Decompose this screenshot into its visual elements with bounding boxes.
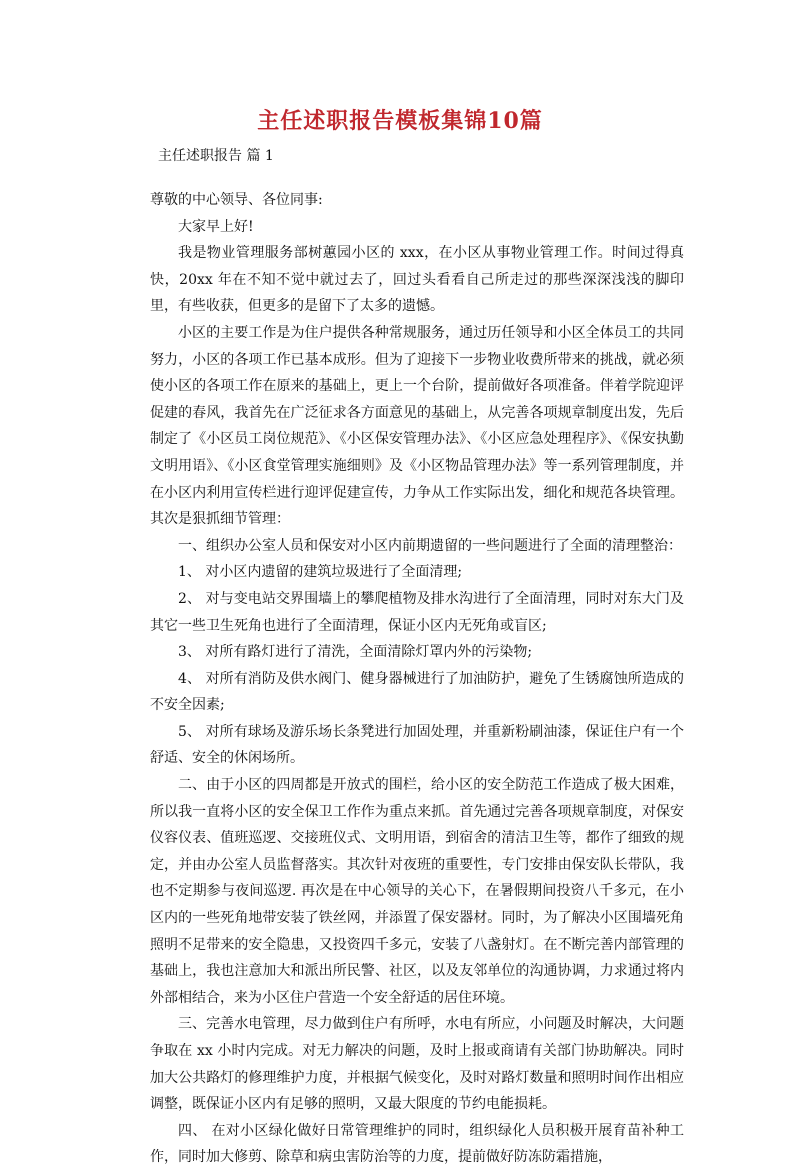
list-item: 5、 对所有球场及游乐场长条凳进行加固处理，并重新粉刷油漆，保证住户有一个舒适、安全的休闲场所。 (150, 723, 684, 767)
section-heading: 主任述职报告 篇 1 (158, 148, 274, 164)
greeting: 大家早上好! (178, 218, 254, 235)
paragraph: 小区的主要工作是为住户提供各种常规服务，通过历任领导和小区全体员工的共同努力，小区的各项工作已基本成形。但为了迎接下一步物业收费所带来的挑战，就必须使小区的各项工作在原来的基础上，更上一个台阶，提前做好各项准备。伴着学院迎评促建的春风，我首先在广泛征求各方面意见的基础上，从完善各项规章制度出发，先后制定了《小区员工岗位规范》、《小区保安管理办法》、《小区应急处理程序》、《保安执勤文明用语》、《小区食堂管理实施细则》及《小区物品管理办法》等一系列管理制度，并在小区内利用宣传栏进行迎评促建宣传，力争从工作实际出发，细化和规范各块管理。其次是狠抓细节管理： (150, 324, 684, 528)
list-item: 4、 对所有消防及供水阀门、健身器械进行了加油防护，避免了生锈腐蚀所造成的不安全因素; (150, 670, 684, 714)
paragraph: 我是物业管理服务部树蕙园小区的 xxx，在小区从事物业管理工作。时间过得真快，20xx 年在不知不觉中就过去了，回过头看看自己所走过的那些深深浅浅的脚印里，有些收获，但更多的是留下了太多的遗憾。 (150, 245, 684, 315)
list-item: 1、 对小区内遗留的建筑垃圾进行了全面清理; (178, 564, 463, 581)
list-item: 2、 对与变电站交界围墙上的攀爬植物及排水沟进行了全面清理，同时对东大门及其它一些卫生死角也进行了全面清理，保证小区内无死角或盲区; (150, 590, 684, 634)
document-body (150, 187, 684, 1171)
document-title: 主任述职报告模板集锦10篇 (257, 108, 543, 134)
salutation: 尊敬的中心领导、各位同事: (150, 192, 323, 208)
paragraph: 二、由于小区的四周都是开放式的围栏，给小区的安全防范工作造成了极大困难，所以我一直将小区的安全保卫工作作为重点来抓。首先通过完善各项规章制度，对保安仪容仪表、值班巡逻、交接班仪式、文明用语，到宿舍的清洁卫生等，都作了细致的规定，并由办公室人员监督落实。其次针对夜班的重要性，专门安排由保安队长带队，我也不定期参与夜间巡逻. 再次是在中心领导的关心下，在暑假期间投资八千多元，在小区内的一些死角地带安装了铁丝网，并添置了保安器材。同时，为了解决小区围墙死角照明不足带来的安全隐患，又投资四千多元，安装了八盏射灯。在不断完善内部管理的基础上，我也注意加大和派出所民警、社区，以及友邻单位的沟通协调，力求通过将内外部相结合，来为小区住户营造一个安全舒适的居住环境。 (150, 777, 684, 1006)
paragraph: 一、组织办公室人员和保安对小区内前期遗留的一些问题进行了全面的清理整治： (178, 537, 682, 554)
paragraph: 四、 在对小区绿化做好日常管理维护的同时，组织绿化人员积极开展育苗补种工作，同时加大修剪、除草和病虫害防治等的力度，提前做好防冻防霜措施， (150, 1122, 684, 1166)
paragraph: 三、完善水电管理，尽力做到住户有所呼，水电有所应，小问题及时解决，大问题争取在 xx 小时内完成。对无力解决的问题，及时上报或商请有关部门协助解决。同时加大公共路灯的修理维护力度，并根据气候变化，及时对路灯数量和照明时间作出相应调整，既保证小区内有足够的照明，又最大限度的节约电能损耗。 (150, 1016, 684, 1113)
list-item: 3、 对所有路灯进行了清洗，全面清除灯罩内外的污染物; (178, 644, 533, 661)
